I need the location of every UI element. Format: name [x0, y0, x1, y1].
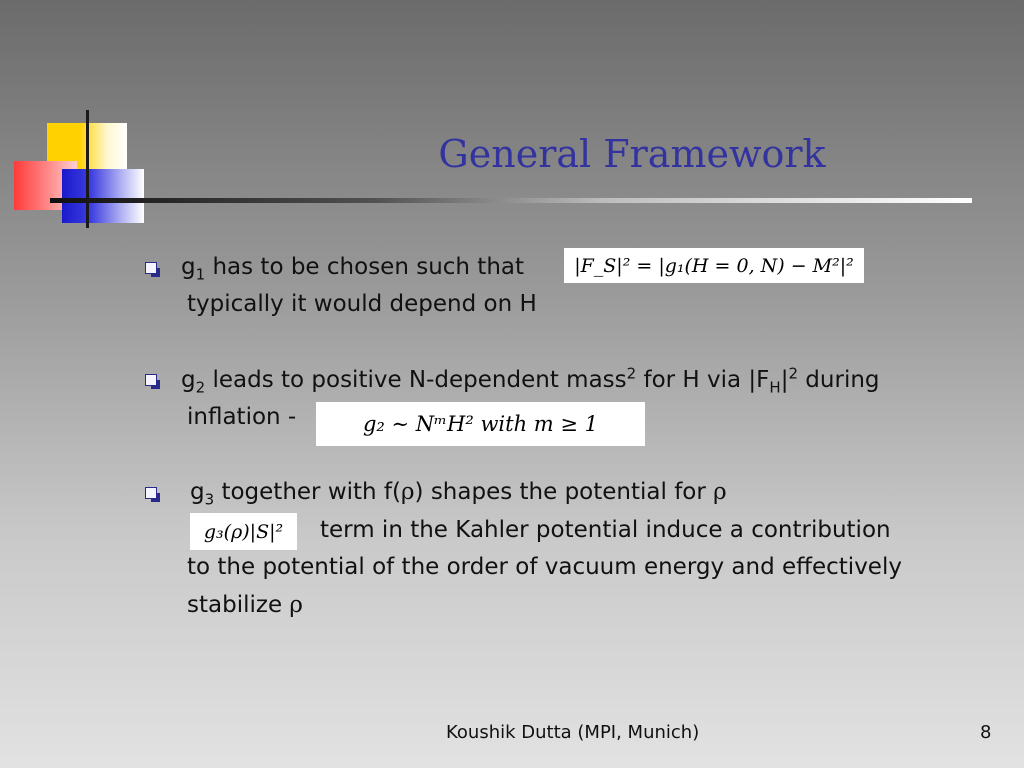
bullet-3-line-2: term in the Kahler potential induce a contribution	[320, 517, 891, 543]
slide-title: General Framework	[438, 132, 826, 176]
title-underline	[50, 198, 972, 203]
page-number: 8	[980, 722, 992, 743]
equation-g2: g₂ ∼ NᵐH² with m ≥ 1	[316, 402, 645, 446]
bullet-icon	[145, 374, 157, 386]
equation-fs: |F_S|² = |g₁(H = 0, N) − M²|²	[564, 248, 864, 283]
decor-vertical-line	[86, 110, 89, 228]
bullet-1-line-2: typically it would depend on H	[187, 291, 537, 317]
equation-g3: g₃(ρ)|S|²	[190, 513, 297, 550]
footer-author: Koushik Dutta (MPI, Munich)	[446, 722, 700, 743]
bullet-icon	[145, 262, 157, 274]
decor-blue-square	[62, 169, 144, 223]
bullet-3-line-4: stabilize ρ	[187, 592, 303, 618]
bullet-3-line-3: to the potential of the order of vacuum energy and effectively	[187, 554, 902, 580]
bullet-3-line-1: $g_3$ together with f(ρ) shapes the potential for ρ	[190, 479, 727, 509]
bullet-icon	[145, 487, 157, 499]
bullet-1-line-1: $g_1$ has to be chosen such that	[181, 254, 525, 284]
bullet-2-line-1: $g_2$ leads to positive N-dependent mass$^2$ for H via $|F_H|^2$ during	[181, 364, 880, 397]
bullet-2-line-2: inflation -	[187, 404, 297, 430]
